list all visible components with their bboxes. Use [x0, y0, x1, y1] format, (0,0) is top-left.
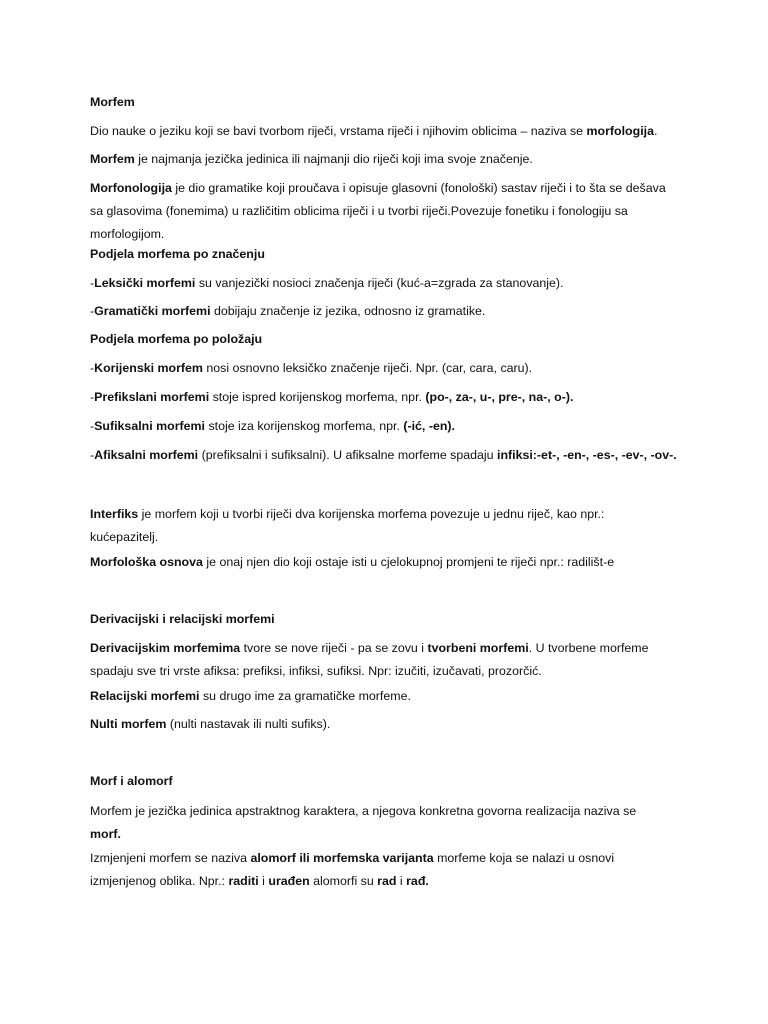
term-prefikslani-morfemi: Prefikslani morfemi [94, 390, 210, 404]
examples-infiksi: infiksi:-et-, -en-, -es-, -ev-, -ov-. [497, 448, 677, 462]
text: je dio gramatike koji proučava i opisuje glasovni (fonološki) sastav riječi i to šta se dešava [171, 181, 666, 195]
text: i [258, 874, 269, 888]
text: su drugo ime za gramatičke morfeme. [199, 689, 411, 703]
text: stoje ispred korijenskog morfema, npr. [209, 390, 426, 404]
paragraph-relacijski-morfemi [90, 685, 690, 708]
text: spadaju sve tri vrste afiksa: prefiksi, infiksi, sufiksi. Npr: izučiti, izučavati, prozorčić. [90, 664, 542, 678]
heading-morf-alomorf: Morf i alomorf [90, 774, 173, 788]
paragraph-leksicki-morfemi [90, 272, 690, 295]
text: kućepazitelj. [90, 530, 159, 544]
term-sufiksalni-morfemi: Sufiksalni morfemi [94, 419, 205, 433]
term-interfiks: Interfiks [90, 507, 139, 521]
text: . U tvorbene morfeme [528, 641, 649, 655]
text: morfeme koja se nalazi u osnovi [433, 851, 615, 865]
example-uradjen: urađen [268, 874, 310, 888]
text: alomorfi su [309, 874, 378, 888]
text: je najmanja jezička jedinica ili najmanji dio riječi koji ima svoje značenje. [134, 152, 533, 166]
paragraph-morfem-definition [90, 148, 690, 171]
term-leksicki-morfemi: Leksički morfemi [94, 276, 196, 290]
text: (prefiksalni i sufiksalni). U afiksalne morfeme spadaju [198, 448, 497, 462]
text: Morfem je jezička jedinica apstraktnog karaktera, a njegova konkretna govorna realizacija naziva se [90, 804, 637, 818]
dash: - [90, 276, 95, 290]
heading-podjela-po-polozaju: Podjela morfema po položaju [90, 332, 263, 346]
term-relacijski-morfemi: Relacijski morfemi [90, 689, 200, 703]
text: dobijaju značenje iz jezika, odnosno iz gramatike. [210, 304, 486, 318]
paragraph-morf [90, 800, 690, 846]
dash: - [90, 304, 95, 318]
text: tvore se nove riječi - pa se zovu i [240, 641, 428, 655]
term-morfonologija: Morfonologija [90, 181, 172, 195]
examples-sufiksi: (-ić, -en). [403, 419, 455, 433]
heading-morfem: Morfem [90, 95, 135, 109]
term-gramaticki-morfemi: Gramatički morfemi [94, 304, 211, 318]
examples-prefiksi: (po-, za-, u-, pre-, na-, o-). [425, 390, 574, 404]
text: . [653, 124, 658, 138]
paragraph-morfonologija [90, 177, 690, 246]
text: stoje iza korijenskog morfema, npr. [205, 419, 404, 433]
paragraph-interfiks [90, 503, 690, 549]
paragraph-gramaticki-morfemi [90, 300, 690, 323]
text: su vanjezički nosioci značenja riječi (kuć-a=zgrada za stanovanje). [195, 276, 564, 290]
example-raditi: raditi [228, 874, 259, 888]
term-morf: morf. [90, 827, 121, 841]
term-nulti-morfem: Nulti morfem [90, 717, 167, 731]
dash: - [90, 419, 95, 433]
paragraph-derivacijski-morfemi [90, 637, 690, 683]
paragraph-afiksalni-morfemi [90, 444, 690, 467]
term-morfologija: morfologija [586, 124, 654, 138]
text: sa glasovima (fonemima) u različitim oblicima riječi i u tvorbi riječi.Povezuje fonetiku i fonologiju sa [90, 204, 628, 218]
paragraph-morfologija [90, 120, 690, 143]
term-morfoloska-osnova: Morfološka osnova [90, 555, 203, 569]
paragraph-morfoloska-osnova [90, 551, 690, 574]
text: je onaj njen dio koji ostaje isti u cjelokupnoj promjeni te riječi npr.: radilišt-e [202, 555, 615, 569]
paragraph-korijenski-morfem [90, 357, 690, 380]
paragraph-sufiksalni-morfemi [90, 415, 690, 438]
example-rad: rad [377, 874, 397, 888]
text: morfologijom. [90, 227, 165, 241]
heading-podjela-po-znacenju: Podjela morfema po značenju [90, 247, 265, 261]
text: (nulti nastavak ili nulti sufiks). [166, 717, 331, 731]
dash: - [90, 448, 95, 462]
term-korijenski-morfem: Korijenski morfem [94, 361, 203, 375]
text: je morfem koji u tvorbi riječi dva korijenska morfema povezuje u jednu riječ, kao npr.: [138, 507, 605, 521]
text: izmjenjenog oblika. Npr.: [90, 874, 229, 888]
dash: - [90, 361, 95, 375]
term-alomorf: alomorf ili morfemska varijanta [250, 851, 434, 865]
text: nosi osnovno leksičko značenje riječi. Npr. (car, cara, caru). [202, 361, 533, 375]
term-tvorbeni-morfemi: tvorbeni morfemi [427, 641, 529, 655]
example-radj: rađ. [406, 874, 429, 888]
text: Dio nauke o jeziku koji se bavi tvorbom riječi, vrstama riječi i njihovim oblicima – naziva se [90, 124, 587, 138]
paragraph-nulti-morfem [90, 713, 690, 736]
term-derivacijski-morfemi: Derivacijskim morfemima [90, 641, 241, 655]
text: i [396, 874, 407, 888]
term-morfem: Morfem [90, 152, 135, 166]
dash: - [90, 390, 95, 404]
text: Izmjenjeni morfem se naziva [90, 851, 251, 865]
paragraph-alomorf [90, 847, 690, 893]
heading-derivacijski-relacijski: Derivacijski i relacijski morfemi [90, 612, 275, 626]
term-afiksalni-morfemi: Afiksalni morfemi [94, 448, 199, 462]
paragraph-prefikslani-morfemi [90, 386, 690, 409]
